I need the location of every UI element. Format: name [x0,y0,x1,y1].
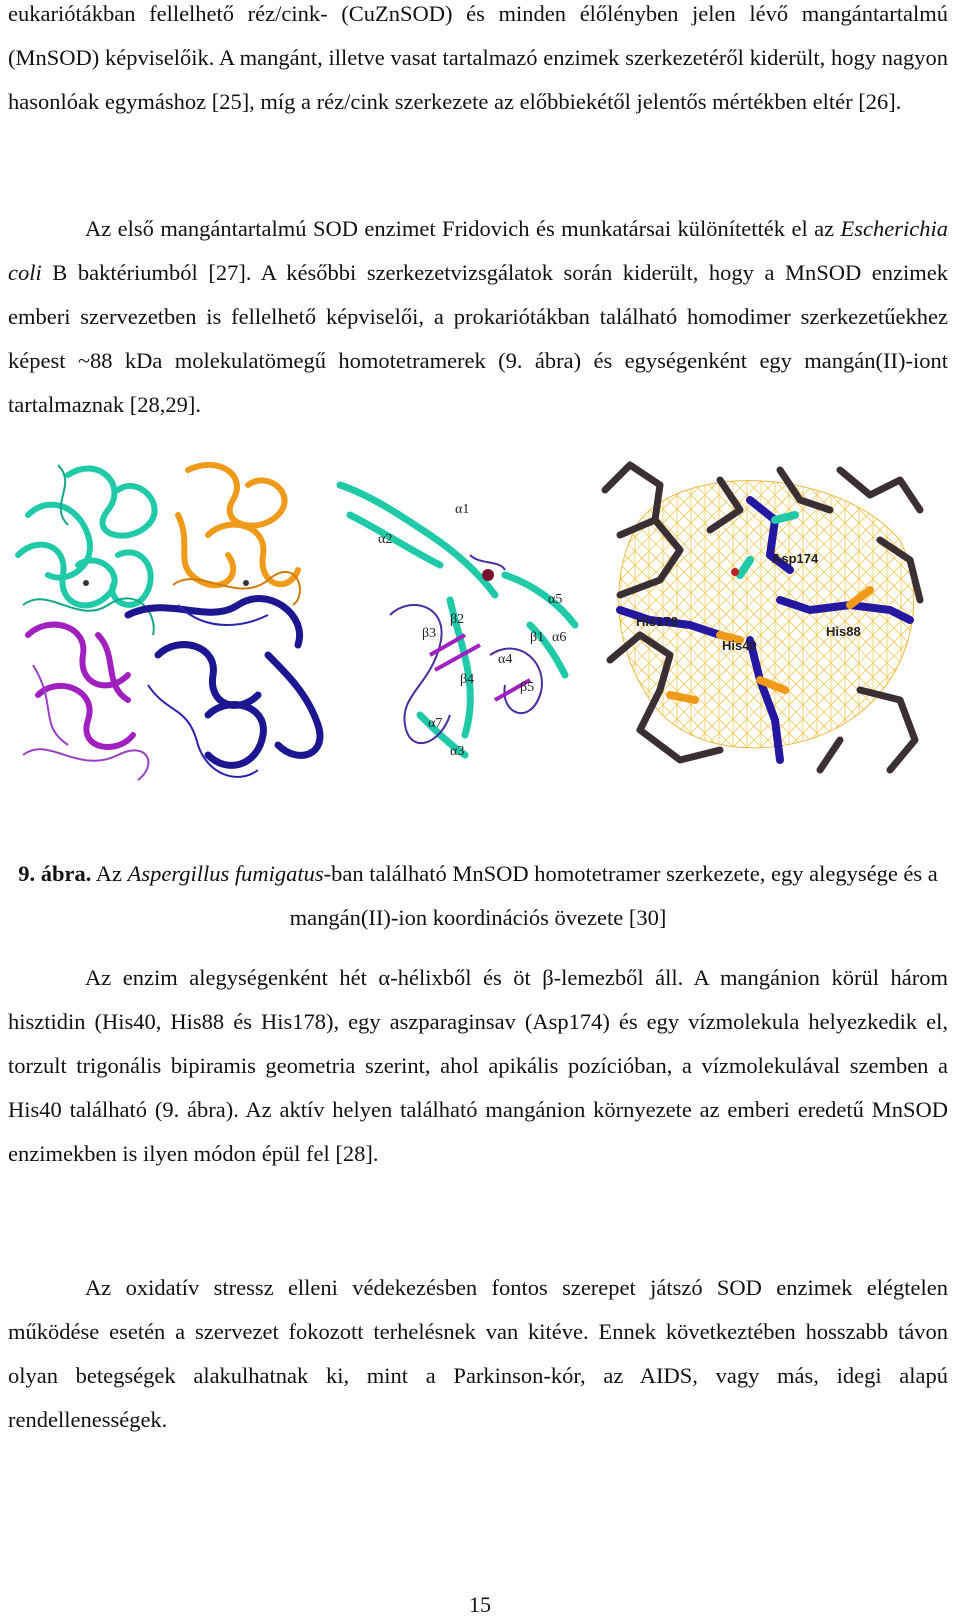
paragraph-3-text: Az enzim alegységenként hét α-hélixből és öt β-lemezből áll. A mangánion körül három hisztidin (His40, His88 és His178), egy aszparaginsav (Asp174) és egy vízmolekula helyezkedik el, torzult trigonális bipiramis geometria szerint, ahol apikális pozícióban, a vízmolekulával szemben a His40 található (9. ábra). Az aktív helyen található mangánion környezete az emberi eredetű MnSOD enzimekben is ilyen módon épül fel [28]. [8,965,948,1166]
paragraph-2 [8,207,948,427]
figure-panel-tetramer [8,455,330,795]
label-beta-3: β3 [422,626,437,641]
caption-species: Aspergillus fumigatus [127,861,324,886]
paragraph-1-text: eukariótákban fellelhető réz/cink- (CuZnSOD) és minden élőlényben jelen lévő mangántartalmú (MnSOD) képviselőik. A mangánt, illetve vasat tartalmazó enzimek szerkezetéről kiderült, hogy nagyon hasonlóak egymáshoz [25], míg a réz/cink szerkezete az előbbiekétől jelentős mértékben eltér [26]. [8,1,948,114]
figure-panel-active-site [600,460,926,782]
tetramer-ribbon-image [8,455,330,795]
paragraph-4 [8,1266,948,1442]
label-alpha-7: α7 [428,716,443,731]
species-name: Escherichia coli [8,216,948,285]
figure-caption [8,852,948,940]
figure-panel-subunit [330,455,598,795]
label-beta-5: β5 [520,680,535,695]
label-his178: His178 [636,614,678,629]
paragraph-2-part2: B baktériumból [27]. A későbbi szerkezetvizsgálatok során kiderült, hogy a MnSOD enzimek emberi szervezetben is fellelhető képviselői, a prokariótákban található homodimer szerkezetűekhez képest ~88 kDa molekulatömegű homotetramerek (9. ábra) és egységenként egy mangán(II)-iont tartalmaznak [28,29]. [8,260,948,417]
paragraph-3 [8,956,948,1176]
label-alpha-6: α6 [552,630,567,645]
label-his88: His88 [826,624,861,639]
caption-part1: Az [91,861,128,886]
label-beta-2: β2 [450,612,465,627]
label-alpha-1: α1 [455,502,470,517]
label-alpha-3: α3 [450,744,465,759]
caption-label: 9. ábra. [18,861,92,886]
paragraph-1 [8,0,948,124]
paragraph-4-text: Az oxidatív stressz elleni védekezésben fontos szerepet játszó SOD enzimek elégtelen működése esetén a szervezet fokozott terhelésnek van kitéve. Ennek következtében hosszabb távon olyan betegségek alakulhatnak ki, mint a Parkinson-kór, az AIDS, vagy más, idegi alapú rendellenességek. [8,1275,948,1432]
active-site-image [600,460,926,782]
caption-part2: -ban található MnSOD homotetramer szerkezete, egy alegysége és a mangán(II)-ion koordinációs övezete [30] [289,861,938,930]
label-his40: His40 [722,638,757,653]
label-asp174: Asp174 [772,551,819,566]
label-alpha-4: α4 [498,652,513,667]
label-alpha-5: α5 [548,592,563,607]
subunit-ribbon-image [330,455,598,795]
label-beta-1: β1 [530,630,545,645]
label-beta-4: β4 [460,672,475,687]
paragraph-2-part1: Az első mangántartalmú SOD enzimet Fridovich és munkatársai különítették el az [85,216,841,241]
label-alpha-2: α2 [378,532,393,547]
page-number: 15 [469,1592,491,1617]
